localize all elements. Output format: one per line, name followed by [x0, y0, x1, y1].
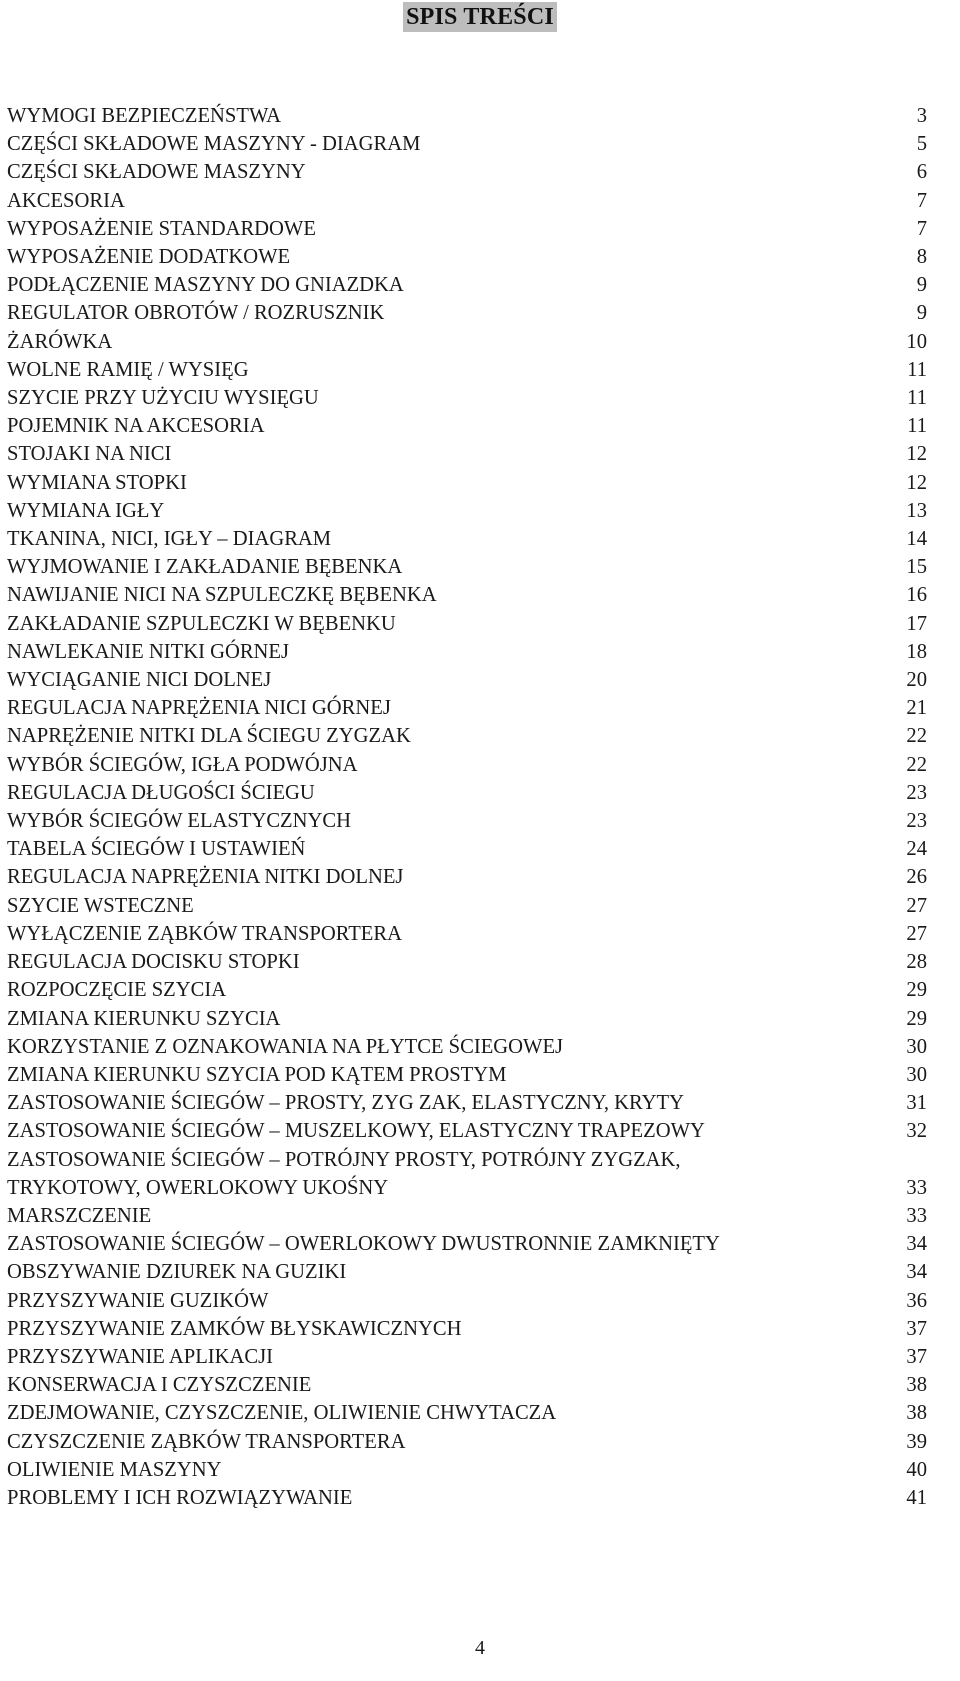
page-title: SPIS TREŚCI	[403, 2, 557, 32]
toc-entry-page: 30	[906, 1035, 927, 1058]
toc-entry-label: CZĘŚCI SKŁADOWE MASZYNY - DIAGRAM	[7, 133, 421, 156]
toc-entry-page: 9	[916, 302, 927, 325]
toc-entry-page: 15	[906, 556, 927, 579]
toc-entry-label: WYMOGI BEZPIECZEŃSTWA	[7, 105, 281, 127]
toc-entry	[7, 553, 927, 581]
toc-entry-label: ZASTOSOWANIE ŚCIEGÓW – POTRÓJNY PROSTY, POTRÓJNY ZYGZAK, TRYKOTOWY, OWERLOKOWY UKOŚNY	[7, 1148, 681, 1199]
toc-entry-label: OBSZYWANIE DZIUREK NA GUZIKI	[7, 1261, 347, 1284]
toc-entry	[7, 863, 927, 891]
toc-entry-page: 36	[906, 1289, 927, 1312]
toc-entry	[7, 1484, 927, 1512]
toc-entry-page: 11	[907, 415, 927, 438]
toc-entry-label: ZDEJMOWANIE, CZYSZCZENIE, OLIWIENIE CHWYTACZA	[7, 1402, 557, 1425]
toc-entry-label: STOJAKI NA NICI	[7, 443, 172, 466]
toc-entry-page: 13	[906, 499, 927, 522]
toc-entry-page: 10	[906, 330, 927, 353]
toc-entry-page: 40	[906, 1458, 927, 1481]
toc-entry	[7, 215, 927, 243]
toc-entry-page: 41	[906, 1486, 927, 1509]
toc-entry-page: 38	[906, 1402, 927, 1425]
toc-entry	[7, 130, 927, 158]
toc-entry-page: 33	[906, 1204, 927, 1227]
toc-entry	[7, 1202, 927, 1230]
toc-entry-label: ZMIANA KIERUNKU SZYCIA	[7, 1007, 281, 1030]
toc-entry	[7, 779, 927, 807]
toc-entry-page: 17	[906, 612, 927, 635]
toc-entry	[7, 1146, 927, 1202]
toc-entry-page: 33	[906, 1176, 927, 1199]
toc-entry-label: NAPRĘŻENIE NITKI DLA ŚCIEGU ZYGZAK	[7, 725, 411, 748]
toc-entry-page: 30	[906, 1063, 927, 1086]
toc-entry-page: 38	[906, 1374, 927, 1397]
toc-entry	[7, 497, 927, 525]
toc-entry-page: 31	[906, 1092, 927, 1115]
toc-entry-label: PRZYSZYWANIE GUZIKÓW	[7, 1289, 269, 1312]
toc-entry	[7, 948, 927, 976]
toc-entry-page: 11	[907, 387, 927, 410]
toc-entry-page: 11	[907, 358, 927, 381]
toc-entry-label: WYŁĄCZENIE ZĄBKÓW TRANSPORTERA	[7, 922, 402, 945]
toc-entry	[7, 1428, 927, 1456]
toc-entry-label: PROBLEMY I ICH ROZWIĄZYWANIE	[7, 1486, 353, 1509]
toc-entry	[7, 158, 927, 186]
toc-entry-label: REGULACJA DŁUGOŚCI ŚCIEGU	[7, 781, 315, 804]
toc-entry	[7, 1399, 927, 1427]
toc-entry	[7, 610, 927, 638]
table-of-contents	[7, 102, 927, 1512]
toc-entry	[7, 722, 927, 750]
toc-entry	[7, 1456, 927, 1484]
toc-entry-label: REGULACJA DOCISKU STOPKI	[7, 951, 300, 974]
toc-entry-page: 23	[906, 810, 927, 833]
toc-entry-label: KORZYSTANIE Z OZNAKOWANIA NA PŁYTCE ŚCIEGOWEJ	[7, 1035, 564, 1058]
toc-entry-label: OLIWIENIE MASZYNY	[7, 1458, 222, 1481]
toc-entry-page: 12	[906, 471, 927, 494]
toc-entry-label: TKANINA, NICI, IGŁY – DIAGRAM	[7, 528, 332, 551]
toc-entry	[7, 666, 927, 694]
toc-entry	[7, 412, 927, 440]
toc-entry	[7, 243, 927, 271]
toc-entry-label: WYPOSAŻENIE DODATKOWE	[7, 246, 291, 269]
toc-entry-label: WOLNE RAMIĘ / WYSIĘG	[7, 358, 249, 381]
toc-entry-page: 39	[906, 1430, 927, 1453]
toc-entry-page: 7	[916, 189, 927, 212]
toc-entry	[7, 1005, 927, 1033]
toc-entry-label: WYMIANA IGŁY	[7, 499, 165, 522]
toc-entry	[7, 1258, 927, 1286]
toc-entry-label: WYPOSAŻENIE STANDARDOWE	[7, 217, 316, 240]
toc-entry	[7, 835, 927, 863]
toc-entry-page: 24	[906, 838, 927, 861]
toc-entry	[7, 976, 927, 1004]
toc-entry-page: 27	[906, 922, 927, 945]
toc-entry-page: 12	[906, 443, 927, 466]
toc-entry	[7, 1287, 927, 1315]
toc-entry-page: 9	[916, 274, 927, 297]
toc-entry-page: 29	[906, 979, 927, 1002]
toc-entry-page: 14	[906, 528, 927, 551]
toc-entry-label: POJEMNIK NA AKCESORIA	[7, 415, 265, 438]
toc-entry-page: 29	[906, 1007, 927, 1030]
toc-entry-label: ROZPOCZĘCIE SZYCIA	[7, 979, 227, 1002]
toc-entry	[7, 694, 927, 722]
toc-entry	[7, 1033, 927, 1061]
toc-entry-label: TABELA ŚCIEGÓW I USTAWIEŃ	[7, 838, 306, 861]
toc-entry-page: 5	[916, 133, 927, 156]
toc-entry	[7, 581, 927, 609]
toc-entry-label: ŻARÓWKA	[7, 330, 113, 353]
toc-entry-label: ZAKŁADANIE SZPULECZKI W BĘBENKU	[7, 612, 396, 635]
toc-entry-page: 7	[916, 217, 927, 240]
toc-entry	[7, 1061, 927, 1089]
toc-entry-page: 37	[906, 1345, 927, 1368]
toc-entry	[7, 807, 927, 835]
toc-entry-label: CZYSZCZENIE ZĄBKÓW TRANSPORTERA	[7, 1430, 406, 1453]
toc-entry-label: KONSERWACJA I CZYSZCZENIE	[7, 1374, 312, 1397]
toc-entry	[7, 751, 927, 779]
toc-entry	[7, 440, 927, 468]
toc-entry-page: 26	[906, 866, 927, 889]
title-container	[0, 2, 960, 32]
toc-entry-page: 16	[906, 584, 927, 607]
toc-entry-label: ZMIANA KIERUNKU SZYCIA POD KĄTEM PROSTYM	[7, 1063, 507, 1086]
toc-entry-label: SZYCIE WSTECZNE	[7, 894, 194, 917]
toc-entry	[7, 469, 927, 497]
toc-entry	[7, 384, 927, 412]
toc-entry	[7, 299, 927, 327]
toc-entry	[7, 920, 927, 948]
toc-entry-label: PODŁĄCZENIE MASZYNY DO GNIAZDKA	[7, 274, 404, 297]
toc-entry-label: WYCIĄGANIE NICI DOLNEJ	[7, 669, 272, 692]
toc-entry	[7, 1315, 927, 1343]
toc-entry-page: 27	[906, 894, 927, 917]
toc-entry	[7, 1117, 927, 1145]
toc-entry	[7, 892, 927, 920]
toc-entry-label: WYBÓR ŚCIEGÓW, IGŁA PODWÓJNA	[7, 753, 358, 776]
toc-entry	[7, 328, 927, 356]
toc-entry	[7, 1230, 927, 1258]
toc-entry-label: NAWLEKANIE NITKI GÓRNEJ	[7, 640, 290, 663]
toc-entry	[7, 525, 927, 553]
page-number: 4	[475, 1637, 485, 1659]
toc-entry-page: 22	[906, 725, 927, 748]
toc-entry-page: 20	[906, 669, 927, 692]
toc-entry-label: ZASTOSOWANIE ŚCIEGÓW – OWERLOKOWY DWUSTRONNIE ZAMKNIĘTY	[7, 1233, 720, 1256]
toc-entry-page: 6	[916, 161, 927, 184]
toc-entry-page: 22	[906, 753, 927, 776]
toc-entry	[7, 271, 927, 299]
toc-entry-label: REGULATOR OBROTÓW / ROZRUSZNIK	[7, 302, 385, 325]
toc-entry-label: CZĘŚCI SKŁADOWE MASZYNY	[7, 161, 306, 184]
toc-entry-page: 28	[906, 951, 927, 974]
toc-entry-label: WYBÓR ŚCIEGÓW ELASTYCZNYCH	[7, 810, 351, 833]
toc-entry	[7, 1343, 927, 1371]
toc-entry-page: 23	[906, 781, 927, 804]
toc-entry-label: PRZYSZYWANIE ZAMKÓW BŁYSKAWICZNYCH	[7, 1317, 462, 1340]
toc-entry-label: WYMIANA STOPKI	[7, 471, 187, 494]
toc-entry-page: 37	[906, 1317, 927, 1340]
toc-entry	[7, 102, 927, 130]
toc-entry-page: 32	[906, 1120, 927, 1143]
toc-entry-page: 3	[916, 105, 927, 127]
toc-entry-label: AKCESORIA	[7, 189, 125, 212]
toc-entry-label: WYJMOWANIE I ZAKŁADANIE BĘBENKA	[7, 556, 403, 579]
toc-entry-page: 8	[916, 246, 927, 269]
toc-entry-label: PRZYSZYWANIE APLIKACJI	[7, 1345, 274, 1368]
toc-entry-page: 18	[906, 640, 927, 663]
toc-entry-label: REGULACJA NAPRĘŻENIA NITKI DOLNEJ	[7, 866, 404, 889]
toc-entry	[7, 187, 927, 215]
toc-entry	[7, 638, 927, 666]
toc-entry-page: 21	[906, 697, 927, 720]
toc-entry	[7, 1371, 927, 1399]
toc-entry	[7, 1089, 927, 1117]
toc-entry-label: SZYCIE PRZY UŻYCIU WYSIĘGU	[7, 387, 319, 410]
toc-entry-label: ZASTOSOWANIE ŚCIEGÓW – MUSZELKOWY, ELASTYCZNY TRAPEZOWY	[7, 1120, 705, 1143]
toc-entry-label: MARSZCZENIE	[7, 1204, 152, 1227]
toc-entry-label: REGULACJA NAPRĘŻENIA NICI GÓRNEJ	[7, 697, 391, 720]
toc-entry-page: 34	[906, 1261, 927, 1284]
toc-entry	[7, 356, 927, 384]
toc-entry-page: 34	[906, 1233, 927, 1256]
toc-entry-label: NAWIJANIE NICI NA SZPULECZKĘ BĘBENKA	[7, 584, 437, 607]
toc-entry-label: ZASTOSOWANIE ŚCIEGÓW – PROSTY, ZYG ZAK, ELASTYCZNY, KRYTY	[7, 1092, 684, 1115]
